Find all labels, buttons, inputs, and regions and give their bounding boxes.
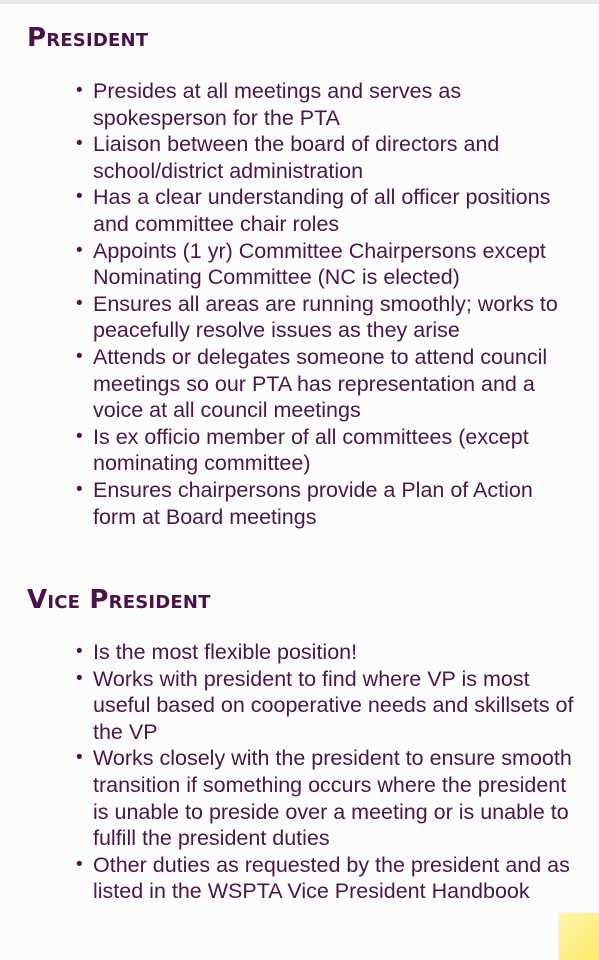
list-item	[0, 184, 599, 237]
list-item	[0, 424, 599, 477]
vice-president-heading: Vice President	[27, 585, 211, 615]
list-item	[0, 666, 599, 746]
list-item	[0, 238, 599, 291]
duty-text: Has a clear understanding of all officer positions and committee chair roles	[93, 185, 551, 236]
duty-text: Liaison between the board of directors and school/district administration	[93, 132, 500, 183]
duty-text: Presides at all meetings and serves as spokesperson for the PTA	[93, 79, 462, 130]
bullet-icon: •	[76, 667, 83, 689]
vice-president-section	[0, 580, 599, 904]
bullet-icon: •	[76, 80, 83, 101]
bullet-icon: •	[76, 292, 83, 314]
bullet-icon: •	[76, 425, 83, 447]
list-item	[0, 852, 599, 905]
vice-president-duties-list	[0, 639, 599, 905]
list-item	[0, 344, 599, 424]
duty-text: Attends or delegates someone to attend council meetings so our PTA has representation and a voice at all council meetings	[93, 344, 548, 423]
list-item	[0, 131, 599, 184]
duty-text: Other duties as requested by the president and as listed in the WSPTA Vice President Handbook	[93, 852, 570, 904]
bullet-icon: •	[76, 345, 83, 367]
bullet-icon: •	[76, 853, 83, 875]
duty-text: Is the most flexible position!	[93, 640, 358, 664]
bullet-icon: •	[76, 478, 83, 500]
bullet-icon: •	[76, 641, 83, 662]
duty-text: Ensures all areas are running smoothly; works to peacefully resolve issues as they arise	[93, 291, 558, 343]
list-item	[0, 477, 599, 530]
bullet-icon: •	[76, 133, 83, 155]
duty-text: Ensures chairpersons provide a Plan of Action form at Board meetings	[93, 477, 533, 529]
president-section	[0, 18, 599, 529]
top-border-strip	[0, 0, 599, 4]
list-item	[0, 291, 599, 344]
president-heading: President	[27, 23, 149, 53]
duty-text: Works with president to find where VP is most useful based on cooperative needs and skillsets of the VP	[93, 666, 574, 744]
bullet-icon: •	[76, 186, 83, 208]
duty-text: Appoints (1 yr) Committee Chairpersons except Nominating Committee (NC is elected)	[93, 238, 546, 290]
bullet-icon: •	[76, 239, 83, 261]
list-item	[0, 745, 599, 851]
bullet-icon: •	[76, 747, 83, 769]
duty-text: Is ex officio member of all committees (except nominating committee)	[93, 424, 529, 476]
duty-text: Works closely with the president to ensure smooth transition if something occurs where the president is unable to preside over a meeting or is unable to fulfill the president duties	[93, 746, 572, 851]
list-item	[0, 78, 599, 131]
list-item	[0, 639, 599, 666]
president-duties-list	[0, 78, 599, 530]
sticky-note-corner	[559, 913, 599, 960]
